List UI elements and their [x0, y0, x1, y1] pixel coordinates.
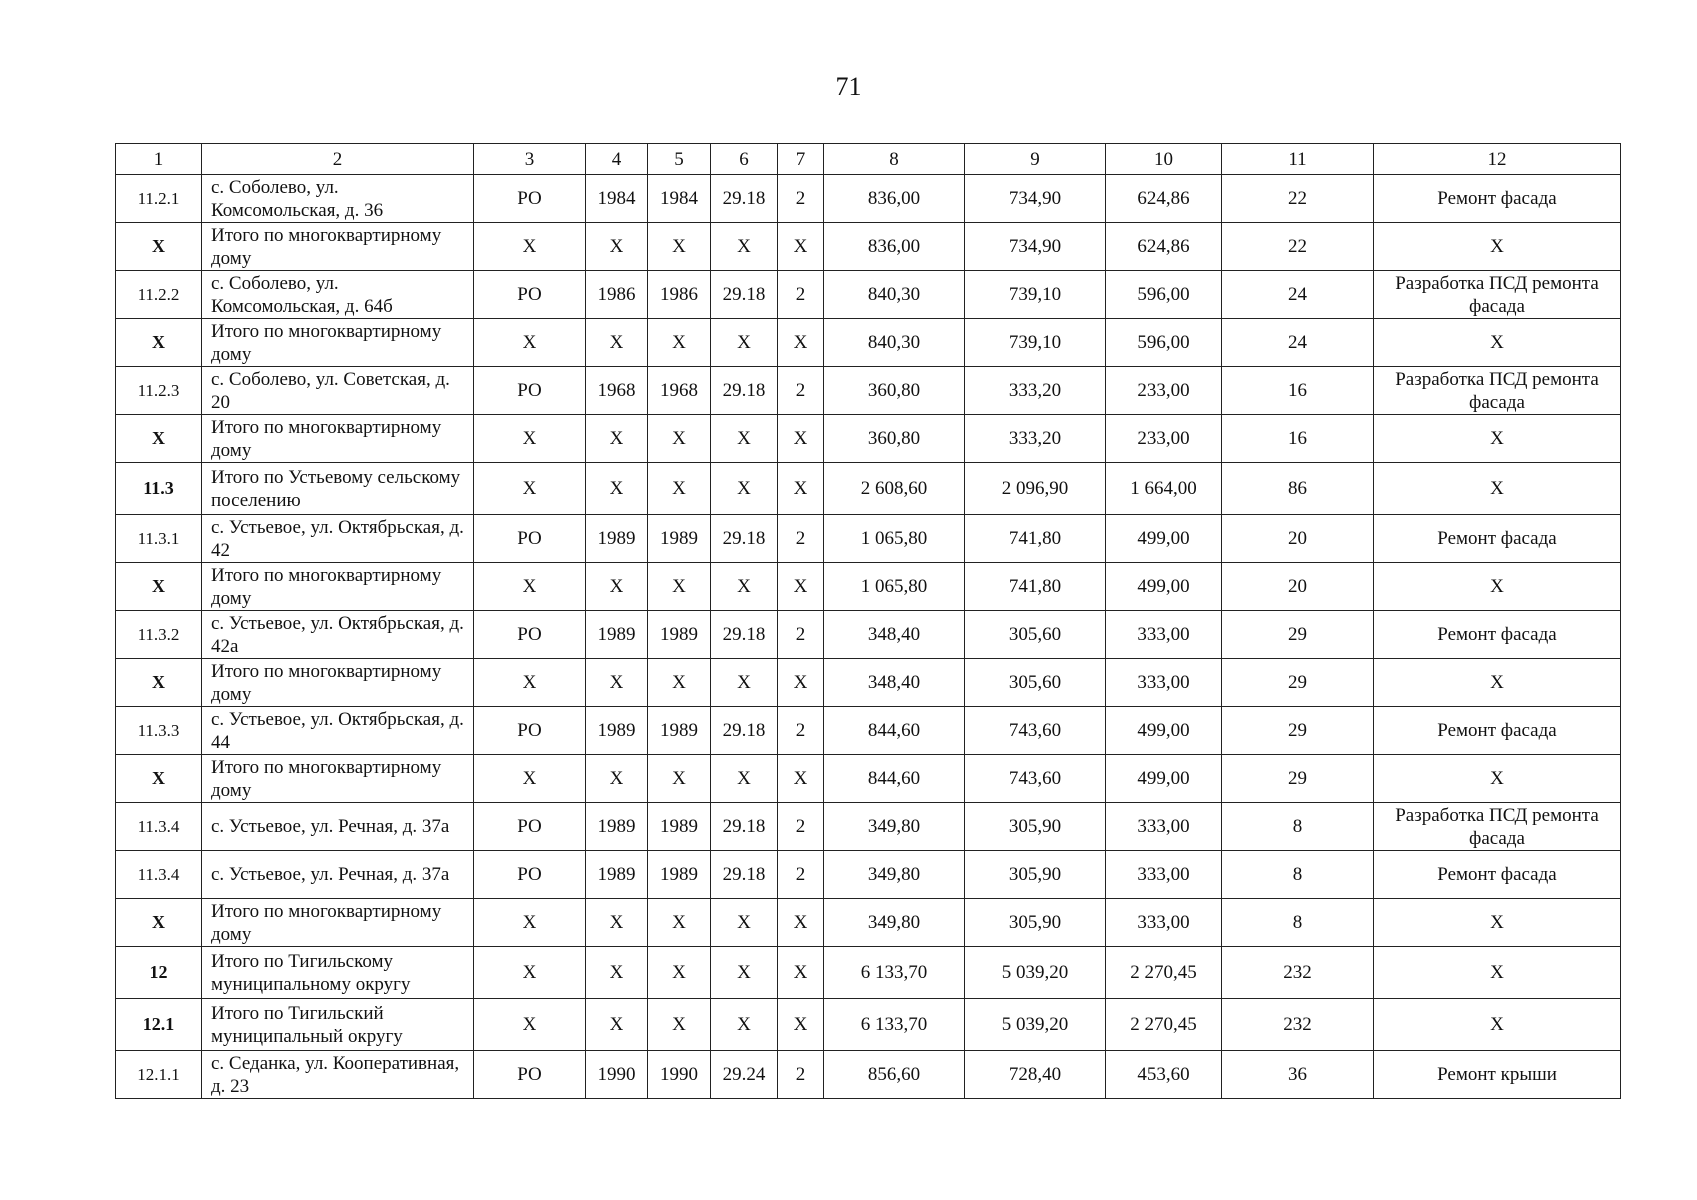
- header-cell: 4: [586, 144, 648, 175]
- total-area-cell: 348,40: [824, 611, 965, 659]
- row-number-cell: Х: [116, 319, 202, 367]
- commissioning-year-cell: Х: [586, 463, 648, 515]
- floors-cell: 2: [778, 367, 824, 415]
- commissioning-year-cell: Х: [586, 415, 648, 463]
- living-area-cell: 728,40: [965, 1051, 1106, 1099]
- total-area-cell: 348,40: [824, 659, 965, 707]
- total-area-cell: 6 133,70: [824, 947, 965, 999]
- header-cell: 11: [1222, 144, 1374, 175]
- commissioning-year-cell: Х: [586, 659, 648, 707]
- work-type-cell: Ремонт крыши: [1374, 1051, 1621, 1099]
- owner-method-cell: Х: [474, 415, 586, 463]
- header-cell: 2: [202, 144, 474, 175]
- wear-cell: Х: [711, 999, 778, 1051]
- table-row: [116, 515, 1621, 563]
- work-type-cell: Х: [1374, 947, 1621, 999]
- total-row: [116, 563, 1621, 611]
- wear-cell: Х: [711, 415, 778, 463]
- residents-cell: 232: [1222, 999, 1374, 1051]
- address-cell: Итого по многоквартирному дому: [202, 319, 474, 367]
- apartments-area-cell: 1 664,00: [1106, 463, 1222, 515]
- overhaul-year-cell: 1989: [648, 851, 711, 899]
- living-area-cell: 739,10: [965, 319, 1106, 367]
- address-cell: Итого по Устьевому сельскому поселению: [202, 463, 474, 515]
- residents-cell: 22: [1222, 175, 1374, 223]
- residents-cell: 24: [1222, 271, 1374, 319]
- owner-method-cell: РО: [474, 367, 586, 415]
- living-area-cell: 305,90: [965, 851, 1106, 899]
- apartments-area-cell: 2 270,45: [1106, 947, 1222, 999]
- floors-cell: Х: [778, 755, 824, 803]
- apartments-area-cell: 2 270,45: [1106, 999, 1222, 1051]
- address-cell: с. Соболево, ул. Комсомольская, д. 36: [202, 175, 474, 223]
- floors-cell: Х: [778, 223, 824, 271]
- row-number-cell: 12: [116, 947, 202, 999]
- wear-cell: 29.18: [711, 515, 778, 563]
- table-row: [116, 367, 1621, 415]
- floors-cell: 2: [778, 271, 824, 319]
- apartments-area-cell: 333,00: [1106, 899, 1222, 947]
- living-area-cell: 743,60: [965, 707, 1106, 755]
- wear-cell: 29.18: [711, 367, 778, 415]
- work-type-cell: Ремонт фасада: [1374, 707, 1621, 755]
- floors-cell: 2: [778, 803, 824, 851]
- apartments-area-cell: 333,00: [1106, 803, 1222, 851]
- owner-method-cell: Х: [474, 755, 586, 803]
- overhaul-year-cell: Х: [648, 563, 711, 611]
- header-cell: 1: [116, 144, 202, 175]
- total-area-cell: 360,80: [824, 415, 965, 463]
- apartments-area-cell: 499,00: [1106, 563, 1222, 611]
- header-cell: 8: [824, 144, 965, 175]
- row-number-cell: 11.2.1: [116, 175, 202, 223]
- row-number-cell: 11.3.3: [116, 707, 202, 755]
- table-row: [116, 175, 1621, 223]
- apartments-area-cell: 233,00: [1106, 367, 1222, 415]
- owner-method-cell: РО: [474, 803, 586, 851]
- overhaul-year-cell: Х: [648, 755, 711, 803]
- work-type-cell: Х: [1374, 319, 1621, 367]
- commissioning-year-cell: 1989: [586, 707, 648, 755]
- floors-cell: Х: [778, 319, 824, 367]
- living-area-cell: 743,60: [965, 755, 1106, 803]
- commissioning-year-cell: Х: [586, 755, 648, 803]
- commissioning-year-cell: Х: [586, 999, 648, 1051]
- total-area-cell: 1 065,80: [824, 563, 965, 611]
- owner-method-cell: РО: [474, 707, 586, 755]
- owner-method-cell: РО: [474, 175, 586, 223]
- wear-cell: 29.18: [711, 175, 778, 223]
- wear-cell: Х: [711, 563, 778, 611]
- overhaul-year-cell: Х: [648, 999, 711, 1051]
- header-cell: 3: [474, 144, 586, 175]
- total-row: [116, 659, 1621, 707]
- residents-cell: 20: [1222, 515, 1374, 563]
- apartments-area-cell: 333,00: [1106, 851, 1222, 899]
- overhaul-year-cell: Х: [648, 659, 711, 707]
- floors-cell: Х: [778, 899, 824, 947]
- total-row: [116, 463, 1621, 515]
- total-area-cell: 836,00: [824, 175, 965, 223]
- address-cell: Итого по многоквартирному дому: [202, 659, 474, 707]
- floors-cell: Х: [778, 415, 824, 463]
- header-row: [116, 144, 1621, 175]
- owner-method-cell: Х: [474, 223, 586, 271]
- commissioning-year-cell: Х: [586, 563, 648, 611]
- work-type-cell: Ремонт фасада: [1374, 851, 1621, 899]
- total-row: [116, 223, 1621, 271]
- address-cell: с. Устьевое, ул. Октябрьская, д. 42: [202, 515, 474, 563]
- wear-cell: Х: [711, 947, 778, 999]
- overhaul-year-cell: 1989: [648, 803, 711, 851]
- overhaul-year-cell: Х: [648, 415, 711, 463]
- wear-cell: Х: [711, 755, 778, 803]
- floors-cell: 2: [778, 1051, 824, 1099]
- total-row: [116, 999, 1621, 1051]
- work-type-cell: Разработка ПСД ремонта фасада: [1374, 367, 1621, 415]
- address-cell: Итого по Тигильский муниципальный округу: [202, 999, 474, 1051]
- apartments-area-cell: 499,00: [1106, 707, 1222, 755]
- wear-cell: Х: [711, 223, 778, 271]
- owner-method-cell: РО: [474, 851, 586, 899]
- owner-method-cell: РО: [474, 271, 586, 319]
- commissioning-year-cell: Х: [586, 319, 648, 367]
- overhaul-year-cell: Х: [648, 899, 711, 947]
- row-number-cell: 11.2.3: [116, 367, 202, 415]
- wear-cell: 29.18: [711, 611, 778, 659]
- overhaul-year-cell: 1986: [648, 271, 711, 319]
- owner-method-cell: РО: [474, 515, 586, 563]
- residents-cell: 24: [1222, 319, 1374, 367]
- living-area-cell: 333,20: [965, 415, 1106, 463]
- total-row: [116, 947, 1621, 999]
- owner-method-cell: Х: [474, 319, 586, 367]
- wear-cell: Х: [711, 319, 778, 367]
- table-body: [116, 144, 1621, 1099]
- overhaul-year-cell: 1989: [648, 515, 711, 563]
- overhaul-year-cell: 1968: [648, 367, 711, 415]
- table-row: [116, 803, 1621, 851]
- total-area-cell: 6 133,70: [824, 999, 965, 1051]
- living-area-cell: 739,10: [965, 271, 1106, 319]
- header-cell: 7: [778, 144, 824, 175]
- address-cell: с. Седанка, ул. Кооперативная, д. 23: [202, 1051, 474, 1099]
- floors-cell: Х: [778, 659, 824, 707]
- address-cell: Итого по многоквартирному дому: [202, 415, 474, 463]
- owner-method-cell: Х: [474, 659, 586, 707]
- work-type-cell: Х: [1374, 415, 1621, 463]
- row-number-cell: 11.3: [116, 463, 202, 515]
- living-area-cell: 5 039,20: [965, 947, 1106, 999]
- address-cell: с. Устьевое, ул. Октябрьская, д. 42а: [202, 611, 474, 659]
- table-row: [116, 851, 1621, 899]
- total-area-cell: 349,80: [824, 899, 965, 947]
- floors-cell: 2: [778, 175, 824, 223]
- overhaul-year-cell: Х: [648, 947, 711, 999]
- living-area-cell: 741,80: [965, 515, 1106, 563]
- row-number-cell: 12.1.1: [116, 1051, 202, 1099]
- living-area-cell: 741,80: [965, 563, 1106, 611]
- work-type-cell: Х: [1374, 755, 1621, 803]
- apartments-area-cell: 499,00: [1106, 515, 1222, 563]
- total-area-cell: 844,60: [824, 755, 965, 803]
- commissioning-year-cell: 1968: [586, 367, 648, 415]
- address-cell: с. Соболево, ул. Советская, д. 20: [202, 367, 474, 415]
- floors-cell: Х: [778, 947, 824, 999]
- apartments-area-cell: 333,00: [1106, 659, 1222, 707]
- commissioning-year-cell: Х: [586, 947, 648, 999]
- living-area-cell: 734,90: [965, 223, 1106, 271]
- apartments-area-cell: 333,00: [1106, 611, 1222, 659]
- total-area-cell: 856,60: [824, 1051, 965, 1099]
- work-type-cell: Х: [1374, 223, 1621, 271]
- wear-cell: 29.18: [711, 803, 778, 851]
- total-area-cell: 349,80: [824, 803, 965, 851]
- commissioning-year-cell: 1984: [586, 175, 648, 223]
- residents-cell: 29: [1222, 755, 1374, 803]
- owner-method-cell: Х: [474, 947, 586, 999]
- row-number-cell: 11.3.2: [116, 611, 202, 659]
- residents-cell: 22: [1222, 223, 1374, 271]
- row-number-cell: 11.3.4: [116, 851, 202, 899]
- work-type-cell: Ремонт фасада: [1374, 611, 1621, 659]
- address-cell: Итого по многоквартирному дому: [202, 223, 474, 271]
- row-number-cell: 11.3.4: [116, 803, 202, 851]
- total-row: [116, 899, 1621, 947]
- wear-cell: 29.18: [711, 851, 778, 899]
- work-type-cell: Х: [1374, 999, 1621, 1051]
- total-area-cell: 360,80: [824, 367, 965, 415]
- total-area-cell: 840,30: [824, 271, 965, 319]
- apartments-area-cell: 233,00: [1106, 415, 1222, 463]
- row-number-cell: Х: [116, 659, 202, 707]
- residents-cell: 232: [1222, 947, 1374, 999]
- wear-cell: 29.24: [711, 1051, 778, 1099]
- owner-method-cell: РО: [474, 611, 586, 659]
- owner-method-cell: Х: [474, 899, 586, 947]
- overhaul-year-cell: Х: [648, 319, 711, 367]
- floors-cell: Х: [778, 463, 824, 515]
- living-area-cell: 305,60: [965, 611, 1106, 659]
- address-cell: с. Устьевое, ул. Речная, д. 37а: [202, 803, 474, 851]
- address-cell: с. Соболево, ул. Комсомольская, д. 64б: [202, 271, 474, 319]
- total-area-cell: 840,30: [824, 319, 965, 367]
- residents-cell: 36: [1222, 1051, 1374, 1099]
- wear-cell: Х: [711, 899, 778, 947]
- total-area-cell: 2 608,60: [824, 463, 965, 515]
- living-area-cell: 305,90: [965, 899, 1106, 947]
- total-row: [116, 415, 1621, 463]
- residents-cell: 8: [1222, 851, 1374, 899]
- apartments-area-cell: 499,00: [1106, 755, 1222, 803]
- overhaul-year-cell: 1989: [648, 707, 711, 755]
- owner-method-cell: Х: [474, 563, 586, 611]
- floors-cell: Х: [778, 563, 824, 611]
- commissioning-year-cell: 1989: [586, 611, 648, 659]
- apartments-area-cell: 596,00: [1106, 271, 1222, 319]
- table-row: [116, 271, 1621, 319]
- living-area-cell: 333,20: [965, 367, 1106, 415]
- work-type-cell: Разработка ПСД ремонта фасада: [1374, 803, 1621, 851]
- overhaul-year-cell: Х: [648, 223, 711, 271]
- apartments-area-cell: 624,86: [1106, 175, 1222, 223]
- total-row: [116, 319, 1621, 367]
- work-type-cell: Х: [1374, 463, 1621, 515]
- work-type-cell: Разработка ПСД ремонта фасада: [1374, 271, 1621, 319]
- apartments-area-cell: 453,60: [1106, 1051, 1222, 1099]
- commissioning-year-cell: 1990: [586, 1051, 648, 1099]
- work-type-cell: Х: [1374, 899, 1621, 947]
- address-cell: с. Устьевое, ул. Речная, д. 37а: [202, 851, 474, 899]
- wear-cell: 29.18: [711, 707, 778, 755]
- overhaul-year-cell: 1989: [648, 611, 711, 659]
- work-type-cell: Ремонт фасада: [1374, 515, 1621, 563]
- table-row: [116, 611, 1621, 659]
- header-cell: 10: [1106, 144, 1222, 175]
- floors-cell: 2: [778, 707, 824, 755]
- total-area-cell: 1 065,80: [824, 515, 965, 563]
- address-cell: Итого по многоквартирному дому: [202, 563, 474, 611]
- overhaul-year-cell: 1984: [648, 175, 711, 223]
- address-cell: с. Устьевое, ул. Октябрьская, д. 44: [202, 707, 474, 755]
- wear-cell: 29.18: [711, 271, 778, 319]
- total-area-cell: 836,00: [824, 223, 965, 271]
- row-number-cell: Х: [116, 755, 202, 803]
- residents-cell: 29: [1222, 707, 1374, 755]
- total-area-cell: 349,80: [824, 851, 965, 899]
- header-cell: 12: [1374, 144, 1621, 175]
- row-number-cell: 11.3.1: [116, 515, 202, 563]
- work-type-cell: Х: [1374, 563, 1621, 611]
- owner-method-cell: РО: [474, 1051, 586, 1099]
- row-number-cell: Х: [116, 223, 202, 271]
- header-cell: 6: [711, 144, 778, 175]
- row-number-cell: 11.2.2: [116, 271, 202, 319]
- wear-cell: Х: [711, 659, 778, 707]
- commissioning-year-cell: Х: [586, 899, 648, 947]
- address-cell: Итого по Тигильскому муниципальному округу: [202, 947, 474, 999]
- page-number: 71: [835, 72, 862, 101]
- floors-cell: 2: [778, 611, 824, 659]
- living-area-cell: 2 096,90: [965, 463, 1106, 515]
- owner-method-cell: Х: [474, 999, 586, 1051]
- floors-cell: 2: [778, 515, 824, 563]
- living-area-cell: 5 039,20: [965, 999, 1106, 1051]
- living-area-cell: 305,60: [965, 659, 1106, 707]
- residents-cell: 16: [1222, 367, 1374, 415]
- commissioning-year-cell: 1986: [586, 271, 648, 319]
- commissioning-year-cell: 1989: [586, 851, 648, 899]
- row-number-cell: Х: [116, 563, 202, 611]
- row-number-cell: Х: [116, 415, 202, 463]
- header-cell: 9: [965, 144, 1106, 175]
- wear-cell: Х: [711, 463, 778, 515]
- owner-method-cell: Х: [474, 463, 586, 515]
- residents-cell: 29: [1222, 659, 1374, 707]
- table-row: [116, 707, 1621, 755]
- floors-cell: 2: [778, 851, 824, 899]
- row-number-cell: 12.1: [116, 999, 202, 1051]
- commissioning-year-cell: Х: [586, 223, 648, 271]
- housing-repair-table: [115, 143, 1621, 1099]
- residents-cell: 8: [1222, 803, 1374, 851]
- work-type-cell: Х: [1374, 659, 1621, 707]
- residents-cell: 20: [1222, 563, 1374, 611]
- work-type-cell: Ремонт фасада: [1374, 175, 1621, 223]
- residents-cell: 16: [1222, 415, 1374, 463]
- row-number-cell: Х: [116, 899, 202, 947]
- address-cell: Итого по многоквартирному дому: [202, 899, 474, 947]
- overhaul-year-cell: Х: [648, 463, 711, 515]
- residents-cell: 8: [1222, 899, 1374, 947]
- total-row: [116, 755, 1621, 803]
- apartments-area-cell: 596,00: [1106, 319, 1222, 367]
- residents-cell: 86: [1222, 463, 1374, 515]
- apartments-area-cell: 624,86: [1106, 223, 1222, 271]
- address-cell: Итого по многоквартирному дому: [202, 755, 474, 803]
- header-cell: 5: [648, 144, 711, 175]
- total-area-cell: 844,60: [824, 707, 965, 755]
- living-area-cell: 734,90: [965, 175, 1106, 223]
- floors-cell: Х: [778, 999, 824, 1051]
- commissioning-year-cell: 1989: [586, 803, 648, 851]
- table-row: [116, 1051, 1621, 1099]
- commissioning-year-cell: 1989: [586, 515, 648, 563]
- living-area-cell: 305,90: [965, 803, 1106, 851]
- overhaul-year-cell: 1990: [648, 1051, 711, 1099]
- residents-cell: 29: [1222, 611, 1374, 659]
